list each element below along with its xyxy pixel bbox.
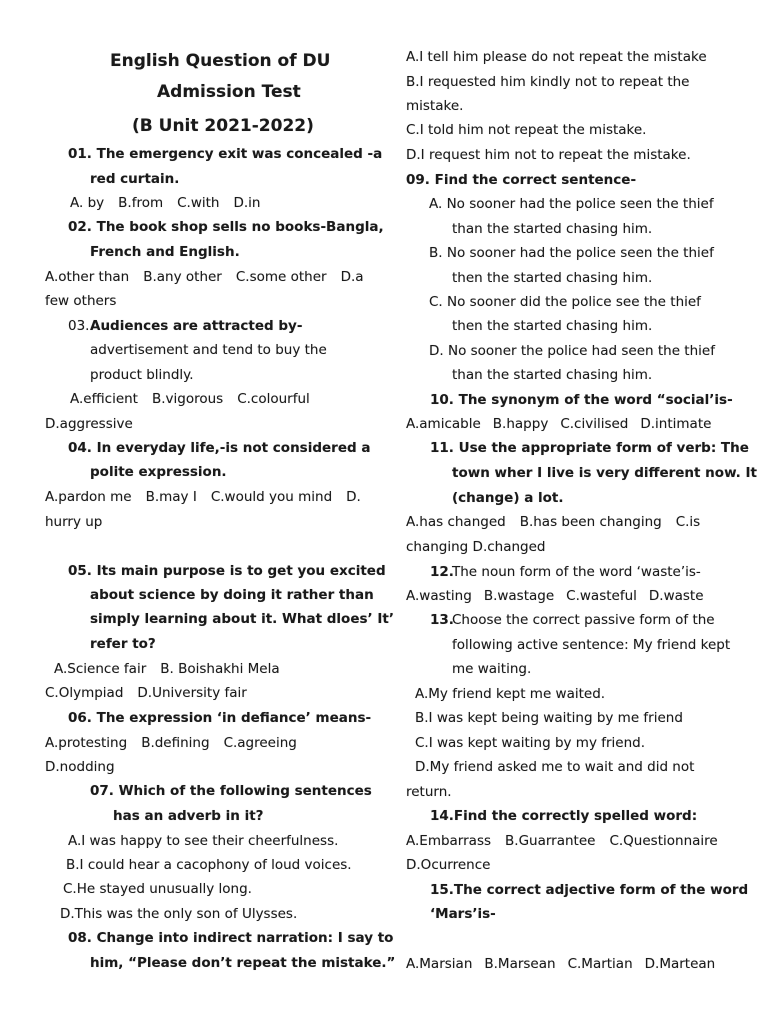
q11-line-2: town wher I live is very different now. It <box>452 465 757 481</box>
q14-option-b: B.Guarrantee <box>505 833 596 849</box>
q06-option-a: A.protesting <box>45 735 128 751</box>
q13-option-a: A.My friend kept me waited. <box>415 686 606 702</box>
q09-question: 09. Find the correct sentence- <box>406 172 637 188</box>
q02-option-c: C.some other <box>235 269 327 285</box>
q08-option-b-line-1: B.I requested him kindly not to repeat the <box>406 74 690 90</box>
q04-option-b: B.may I <box>145 489 197 505</box>
q13-option-c: C.I was kept waiting by my friend. <box>415 735 646 751</box>
q11-option-b: B.has been changing <box>519 514 662 530</box>
q12-option-d: D.waste <box>648 588 704 604</box>
q06-option-d: D.nodding <box>45 759 115 775</box>
q04-line-1: 04. In everyday life,-is not considered a <box>68 440 371 456</box>
q10-options <box>406 415 711 433</box>
q07-option-d: D.This was the only son of Ulysses. <box>60 906 298 922</box>
q06-line-1: 06. The expression ‘in defiance’ means- <box>68 710 372 726</box>
q05-line-3: simply learning about it. What dloes’ It’ <box>90 611 394 627</box>
q13-option-d-cont: return. <box>406 784 452 800</box>
q08-option-a: A.I tell him please do not repeat the mistake <box>406 49 707 65</box>
q13-line-3: me waiting. <box>452 661 532 677</box>
q11-options-cont: changing D.changed <box>406 539 546 555</box>
q05-line-4: refer to? <box>90 636 156 652</box>
q03-options <box>70 390 324 408</box>
q10-option-d: D.intimate <box>640 416 712 432</box>
q10-question: 10. The synonym of the word “social’is- <box>430 392 733 408</box>
q03-option-b: B.vigorous <box>151 391 224 407</box>
q11-options <box>406 513 700 531</box>
q15-line-1: 15.The correct adjective form of the word <box>430 882 749 898</box>
q02-options <box>45 268 378 286</box>
q14-question: 14.Find the correctly spelled word: <box>430 808 698 824</box>
q01-options <box>70 194 274 212</box>
q09-option-c-line-1: C. No sooner did the police see the thief <box>429 294 701 310</box>
q09-option-a-line-2: than the started chasing him. <box>452 221 653 237</box>
q14-option-d: D.Ocurrence <box>406 857 491 873</box>
q05-option-a: A.Science fair <box>54 661 147 677</box>
q03-option-a: A.efficient <box>70 391 138 407</box>
q10-option-a: A.amicable <box>406 416 481 432</box>
q03-line-1: Audiences are attracted by- <box>90 318 303 334</box>
q05-option-c: C.Olympiad <box>45 685 124 701</box>
q09-option-c-line-2: then the started chasing him. <box>452 318 653 334</box>
q12-option-b: B.wastage <box>483 588 555 604</box>
q09-option-d-line-1: D. No sooner the police had seen the thief <box>429 343 715 359</box>
q12-number: 12. <box>430 564 454 580</box>
q11-option-c: C.is <box>675 514 701 530</box>
q14-option-c: C.Questionnaire <box>609 833 718 849</box>
q05-options-1 <box>54 660 294 678</box>
q06-options <box>45 734 311 752</box>
q05-option-d: D.University fair <box>137 685 247 701</box>
q12-options <box>406 587 704 605</box>
q07-line-2: has an adverb in it? <box>113 808 264 824</box>
q05-option-b: B. Boishakhi Mela <box>160 661 280 677</box>
q06-option-b: B.defining <box>141 735 210 751</box>
q09-option-a-line-1: A. No sooner had the police seen the thief <box>429 196 714 212</box>
q01-option-c: C.with <box>177 195 220 211</box>
q13-number: 13. <box>430 612 454 628</box>
q14-option-a: A.Embarrass <box>406 833 492 849</box>
q12-question: The noun form of the word ‘waste’is- <box>452 564 701 580</box>
q10-option-c: C.civilised <box>560 416 629 432</box>
q02-option-d-cont: few others <box>45 293 117 309</box>
q11-option-a: A.has changed <box>406 514 506 530</box>
q08-line-2: him, “Please don’t repeat the mistake.” <box>90 955 396 971</box>
title-line-2: Admission Test <box>157 82 301 102</box>
q08-option-b-line-2: mistake. <box>406 98 464 114</box>
q04-option-c: C.would you mind <box>210 489 333 505</box>
q01-line-2: red curtain. <box>90 171 180 187</box>
q11-line-1: 11. Use the appropriate form of verb: The <box>430 440 749 456</box>
q15-options <box>406 955 715 973</box>
q12-option-c: C.wasteful <box>566 588 637 604</box>
q05-line-2: about science by doing it rather than <box>90 587 374 603</box>
q09-option-d-line-2: than the started chasing him. <box>452 367 653 383</box>
q13-option-b: B.I was kept being waiting by me friend <box>415 710 683 726</box>
q15-option-c: C.Martian <box>567 956 633 972</box>
q06-option-c: C.agreeing <box>223 735 297 751</box>
q03-line-3: product blindly. <box>90 367 194 383</box>
q15-line-2: ‘Mars’is- <box>430 906 496 922</box>
q03-line-2: advertisement and tend to buy the <box>90 342 327 358</box>
q04-option-a: A.pardon me <box>45 489 132 505</box>
q07-option-c: C.He stayed unusually long. <box>63 881 252 897</box>
q02-option-d: D.a <box>340 269 364 285</box>
q01-option-b: B.from <box>118 195 164 211</box>
q03-number: 03. <box>68 318 90 334</box>
q12-option-a: A.wasting <box>406 588 472 604</box>
q05-line-1: 05. Its main purpose is to get you excited <box>68 563 386 579</box>
q09-option-b-line-1: B. No sooner had the police seen the thief <box>429 245 714 261</box>
q01-option-d: D.in <box>233 195 261 211</box>
q13-line-1: Choose the correct passive form of the <box>452 612 715 628</box>
title-line-1: English Question of DU <box>110 51 331 71</box>
q13-line-2: following active sentence: My friend kept <box>452 637 731 653</box>
q08-line-1: 08. Change into indirect narration: I say to <box>68 930 394 946</box>
q07-option-a: A.I was happy to see their cheerfulness. <box>68 833 339 849</box>
q02-option-a: A.other than <box>45 269 130 285</box>
q03-option-c: C.colourful <box>237 391 310 407</box>
q14-options <box>406 832 718 850</box>
q01-line-1: 01. The emergency exit was concealed -a <box>68 146 383 162</box>
q09-option-b-line-2: then the started chasing him. <box>452 270 653 286</box>
q02-option-b: B.any other <box>143 269 222 285</box>
q08-option-c: C.I told him not repeat the mistake. <box>406 122 647 138</box>
q15-option-b: B.Marsean <box>484 956 556 972</box>
q02-line-2: French and English. <box>90 244 240 260</box>
q04-line-2: polite expression. <box>90 464 227 480</box>
q11-line-3: (change) a lot. <box>452 490 564 506</box>
q15-option-d: D.Martean <box>644 956 716 972</box>
q07-option-b: B.I could hear a cacophony of loud voices. <box>66 857 352 873</box>
q10-option-b: B.happy <box>492 416 549 432</box>
q03-option-d: D.aggressive <box>45 416 133 432</box>
title-line-3: (B Unit 2021-2022) <box>132 116 314 136</box>
q05-options-2 <box>45 684 261 702</box>
q01-option-a: A. by <box>70 195 105 211</box>
q13-option-d: D.My friend asked me to wait and did not <box>415 759 695 775</box>
q04-option-d: D. <box>346 489 361 505</box>
q08-option-d: D.I request him not to repeat the mistake. <box>406 147 691 163</box>
q15-option-a: A.Marsian <box>406 956 473 972</box>
q02-line-1: 02. The book shop sells no books-Bangla, <box>68 219 384 235</box>
q04-option-d-cont: hurry up <box>45 514 103 530</box>
q04-options <box>45 488 375 506</box>
q07-line-1: 07. Which of the following sentences <box>90 783 372 799</box>
